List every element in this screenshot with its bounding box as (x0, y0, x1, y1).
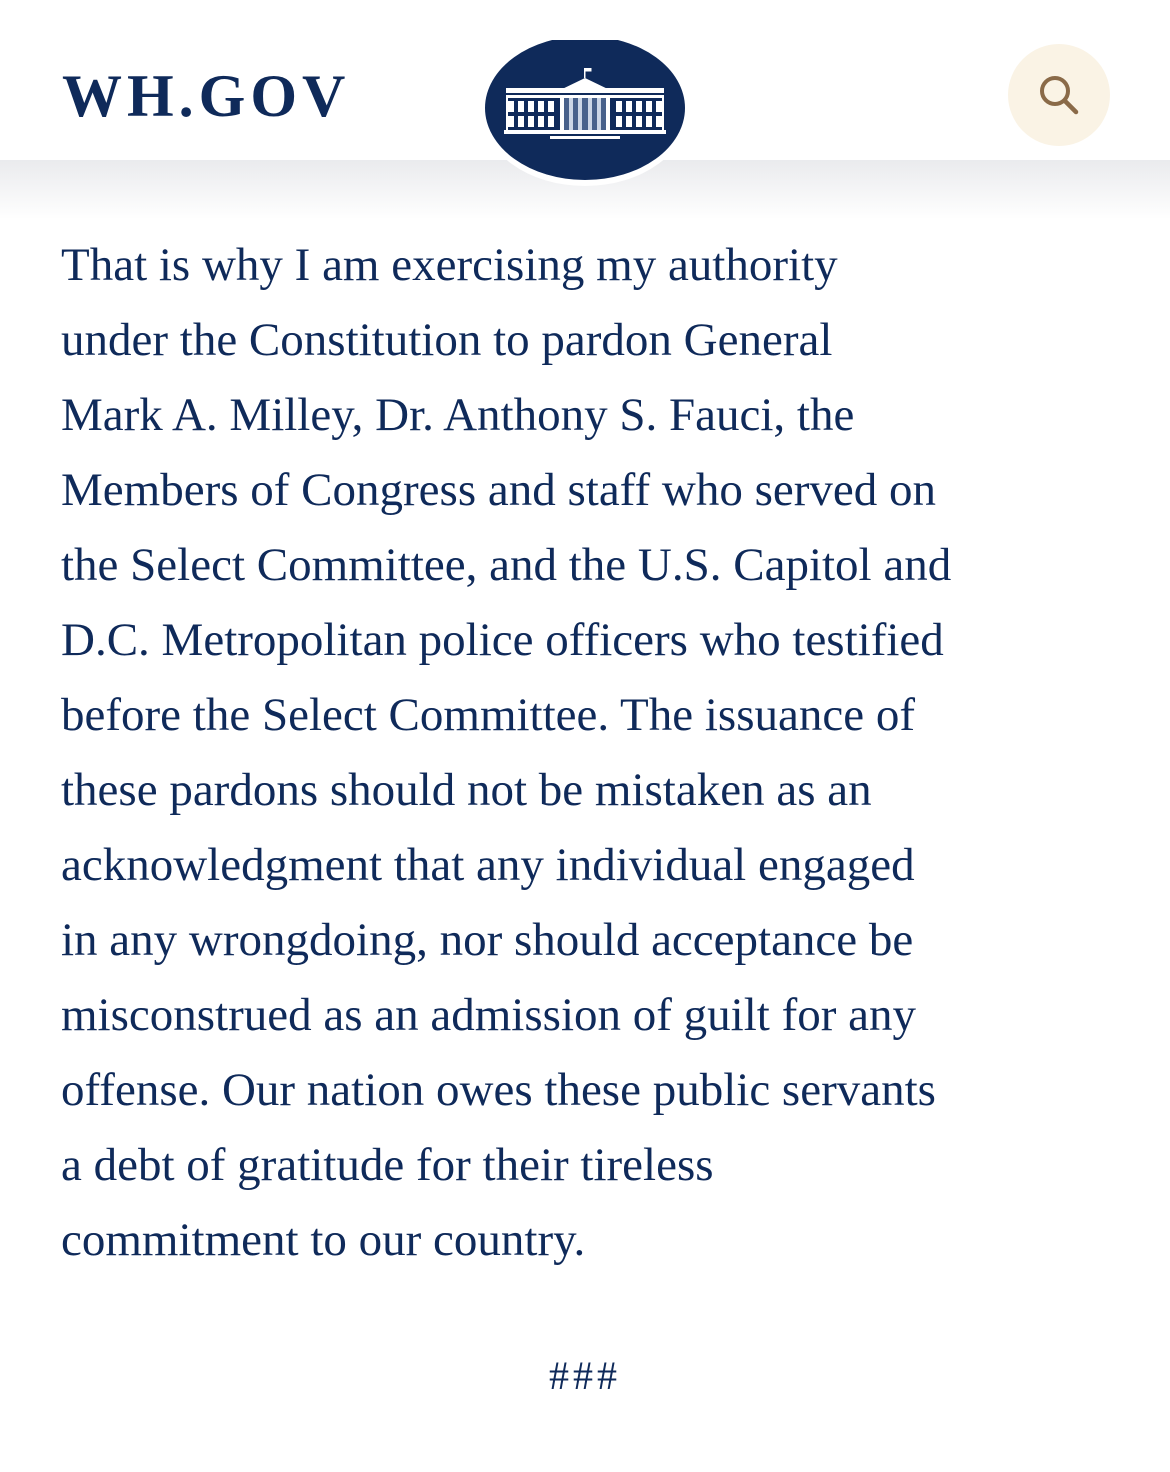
paragraph-line: Members of Congress and staff who served on (61, 464, 936, 516)
paragraph-line: That is why I am exercising my authority (61, 239, 838, 291)
paragraph-line: commitment to our country. (61, 1214, 586, 1266)
paragraph-line: Mark A. Milley, Dr. Anthony S. Fauci, the (61, 389, 855, 441)
paragraph-line: these pardons should not be mistaken as an (61, 764, 872, 816)
paragraph-line: acknowledgment that any individual engaged (61, 839, 915, 891)
search-button[interactable] (1008, 44, 1110, 146)
site-title-link[interactable]: WH.GOV (62, 63, 351, 129)
white-house-seal-icon (480, 40, 690, 190)
paragraph-line: misconstrued as an admission of guilt for any (61, 989, 916, 1041)
paragraph-line: a debt of gratitude for their tireless (61, 1139, 714, 1191)
paragraph-line: in any wrongdoing, nor should acceptance be (61, 914, 914, 966)
paragraph-line: before the Select Committee. The issuance of (61, 689, 915, 741)
white-house-logo-link[interactable] (480, 40, 690, 190)
paragraph-line: D.C. Metropolitan police officers who testified (61, 614, 944, 666)
statement-paragraph (61, 228, 1121, 1278)
end-of-release-mark: ### (549, 1353, 621, 1398)
paragraph-line: the Select Committee, and the U.S. Capitol and (61, 539, 952, 591)
paragraph-line: offense. Our nation owes these public servants (61, 1064, 936, 1116)
search-icon (1035, 71, 1083, 119)
paragraph-line: under the Constitution to pardon General (61, 314, 833, 366)
